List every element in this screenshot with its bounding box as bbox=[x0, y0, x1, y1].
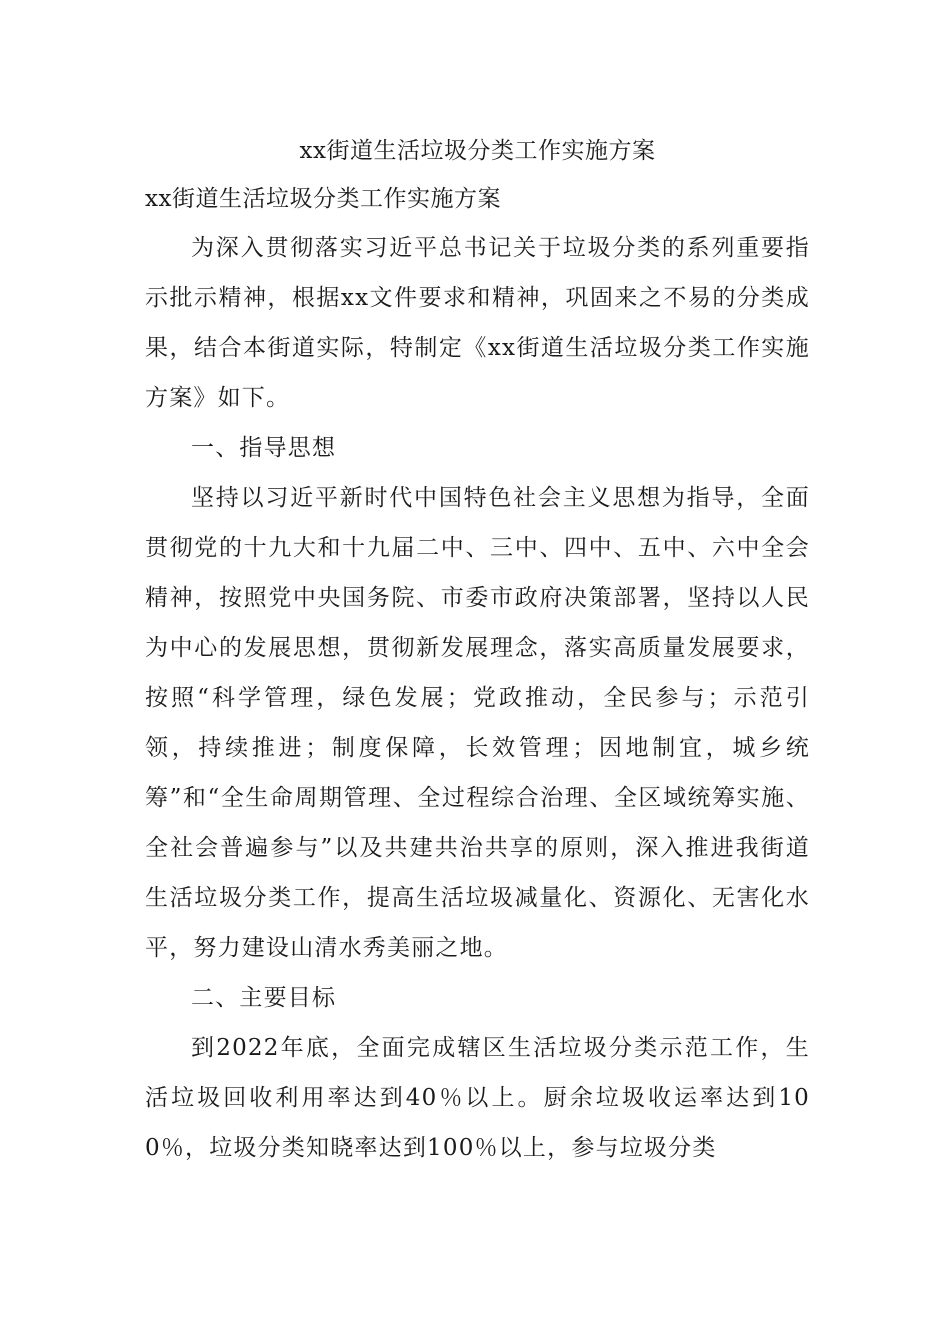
section-heading-main-goals: 二、主要目标 bbox=[191, 985, 337, 1011]
document-title: xx街道生活垃圾分类工作实施方案 bbox=[299, 138, 656, 164]
section-heading-guiding-ideology: 一、指导思想 bbox=[191, 435, 337, 461]
document-content bbox=[145, 127, 810, 1173]
section-body-guiding-ideology: 坚持以习近平新时代中国特色社会主义思想为指导，全面贯彻党的十九大和十九届二中、三中、四中、五中、六中全会精神，按照党中央国务院、市委市政府决策部署，坚持以人民为中心的发展思想，贯彻新发展理念，落实高质量发展要求，按照“科学管理，绿色发展；党政推动，全民参与；示范引领，持续推进；制度保障，长效管理；因地制宜，城乡统筹”和“全生命周期管理、全过程综合治理、全区域统筹实施、全社会普遍参与”以及共建共治共享的原则，深入推进我街道生活垃圾分类工作，提高生活垃圾减量化、资源化、无害化水平，努力建设山清水秀美丽之地。 bbox=[145, 485, 810, 961]
intro-paragraph: 为深入贯彻落实习近平总书记关于垃圾分类的系列重要指示批示精神，根据xx文件要求和精神，巩固来之不易的分类成果，结合本街道实际，特制定《xx街道生活垃圾分类工作实施方案》如下。 bbox=[145, 235, 810, 411]
section-body-main-goals: 到2022年底，全面完成辖区生活垃圾分类示范工作，生活垃圾回收利用率达到40％以上。厨余垃圾收运率达到100％，垃圾分类知晓率达到100％以上，参与垃圾分类 bbox=[145, 1035, 810, 1161]
document-subtitle: xx街道生活垃圾分类工作实施方案 bbox=[145, 186, 501, 212]
